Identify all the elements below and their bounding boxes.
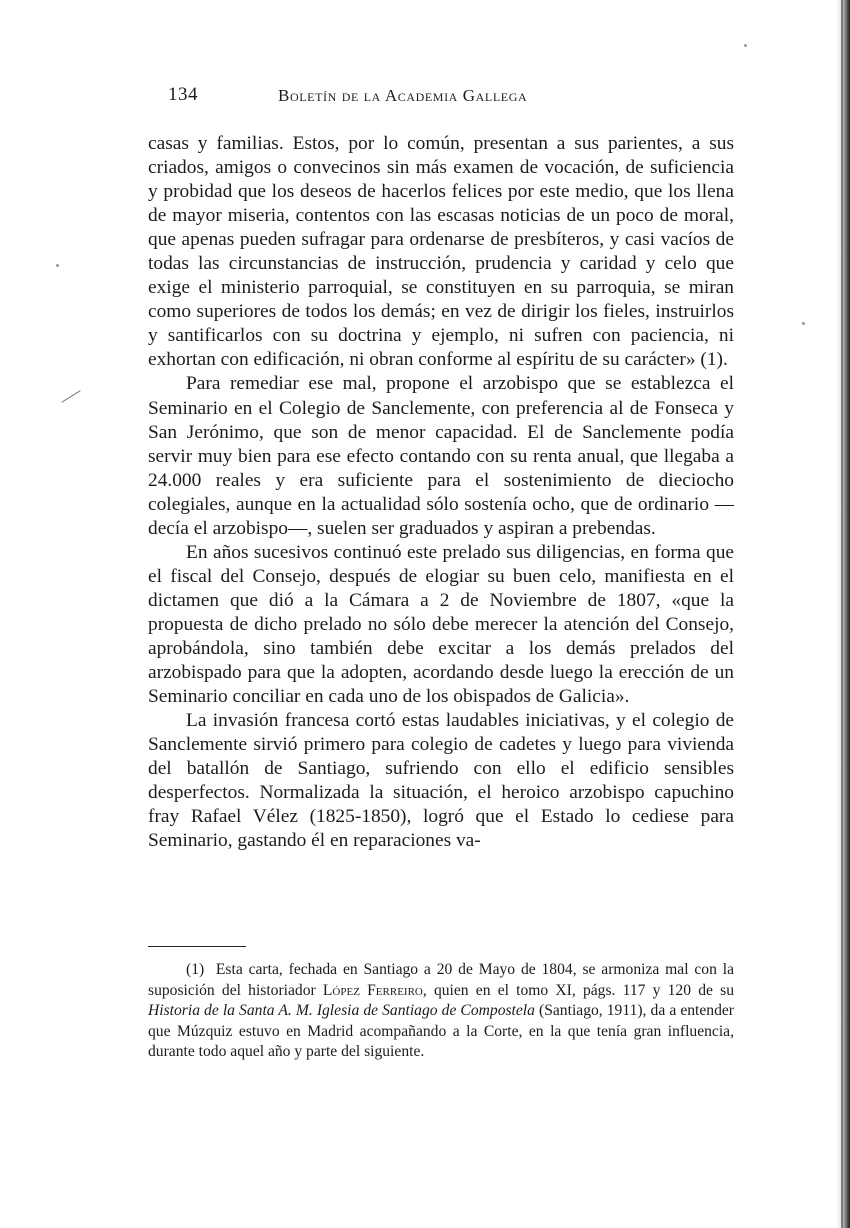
paragraph: En años sucesivos continuó este prelado sus diligencias, en forma que el fiscal del Consejo, después de elogiar su buen celo, manifiesta en el dictamen que dió a la Cámara a 2 de Noviembre de 1807, «que la propuesta de dicho prelado no sólo debe merecer la atención del Consejo, aprobándola, sino también debe excitar a los demás prelados del arzobispado para que la adopten, acordando desde luego la erección de un Seminario conciliar en cada uno de los obispados de Galicia». — [148, 541, 734, 708]
footnote-text: , quien en el tomo XI, págs. 117 y 120 de su — [422, 981, 734, 999]
footnotes — [148, 960, 734, 1063]
scan-speck — [802, 322, 805, 325]
page-header — [148, 84, 734, 110]
scan-speck — [56, 264, 59, 267]
scan-page-edge — [836, 0, 850, 1228]
paragraph: Para remediar ese mal, propone el arzobispo que se establezca el Seminario en el Colegio de Sanclemente, con preferencia al de Fonseca y San Jerónimo, que son de menor capacidad. El de Sanclemente podía servir muy bien para ese efecto contando con su renta anual, que llegaba a 24.000 reales y era suficiente para el sostenimiento de dieciocho colegiales, aunque en la actualidad sólo sostenía ocho, que de ordinario —decía el arzobispo—, suelen ser graduados y aspiran a prebendas. — [148, 373, 734, 539]
page-number: 134 — [168, 84, 198, 105]
scan-binding-line — [841, 0, 843, 1228]
footnote-author: López Ferreiro — [322, 981, 423, 999]
paragraph: casas y familias. Estos, por lo común, presentan a sus parientes, a sus criados, amigos o convecinos sin más examen de vocación, de suficiencia y probidad que los deseos de hacerlos felices por este medio, que los llena de mayor miseria, contentos con las escasas noticias de un poco de moral, que apenas pueden sufragar para ordenarse de presbíteros, y casi vacíos de todas las circunstancias de instrucción, prudencia y caridad y celo que exige el ministerio parroquial, se constituyen en su parroquia, se miran como superiores de todos los demás; en vez de dirigir los fieles, instruirlos y santificarlos con su doctrina y ejemplo, ni sufren con paciencia, ni exhortan con edificación, ni obran conforme al espíritu de su carácter» (1). — [148, 133, 734, 371]
footnote-marker: (1) — [186, 961, 205, 978]
footnote-book-title: Historia de la Santa A. M. Iglesia de Santiago de Compostela — [148, 1002, 535, 1020]
paragraph: La invasión francesa cortó estas laudables iniciativas, y el colegio de Sanclemente sirvió primero para colegio de cadetes y luego para vivienda del batallón de Santiago, sufriendo con ello el edificio sensibles desperfectos. Normalizada la situación, el heroico arzobispo capuchino fray Rafael Vélez (1825-1850), logró que el Estado lo cediese para Seminario, gastando él en reparaciones va- — [148, 710, 734, 852]
scan-speck — [744, 44, 747, 47]
footnote-rule — [148, 946, 246, 947]
footnote — [148, 960, 734, 1063]
running-head: Boletín de la Academia Gallega — [278, 86, 528, 105]
footnote-text: Esta carta, fechada en Santiago a 20 de Mayo de 1804, se armoniza mal con la suposición del historiador — [148, 961, 735, 999]
scan-stray-mark — [61, 390, 80, 403]
body-text — [148, 132, 734, 853]
footnote-text: (Santiago, 1911), da a entender que Múzquiz estuvo en Madrid acompañando a la Corte, en la que tenía gran influencia, durante todo aquel año y parte del siguiente. — [148, 1002, 734, 1061]
